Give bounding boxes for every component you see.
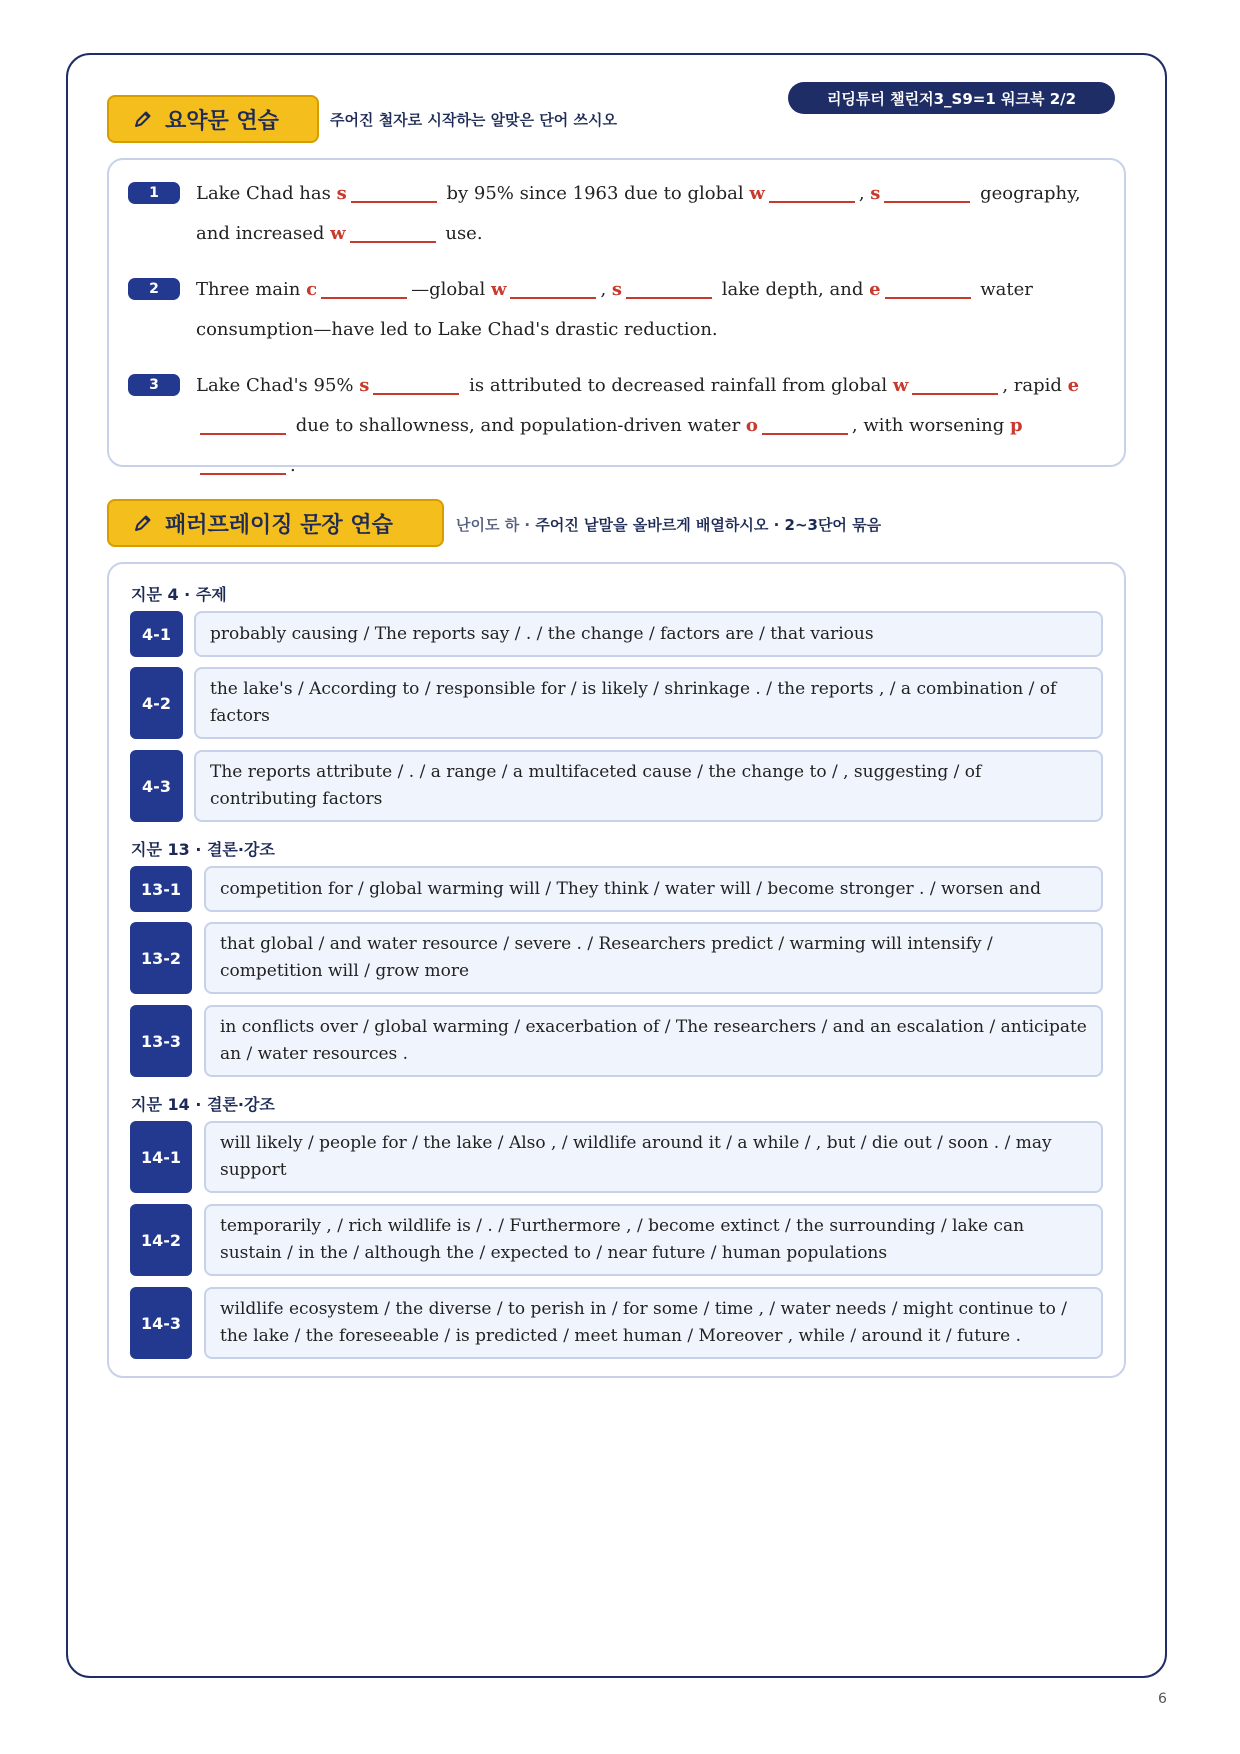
summary-title-text: 요약문 연습 [165,108,279,134]
hint-letter: c [306,279,318,300]
hint-letter: s [359,375,370,396]
summary-sentence: Three main c —global w , s lake depth, and e water consumption—have led to Lake Chad's drastic reduction. [196,270,1086,350]
hint-letter: e [869,279,881,300]
word-chunks: temporarily , / rich wildlife is / . / Furthermore , / become extinct / the surrounding / lake can sustain / in the / although the / expected to / near future / human populations [204,1204,1103,1276]
table-row [130,1005,1103,1077]
row-tag: 13-2 [130,922,192,994]
row-tag: 14-2 [130,1204,192,1276]
item-number: 3 [128,374,180,396]
table-row [130,1204,1103,1276]
word-chunks: probably causing / The reports say / . / the change / factors are / that various [194,611,1103,657]
workbook-badge: 리딩튜터 챌린저3_S9=1 워크북 2/2 [788,82,1115,114]
hint-letter: s [611,279,623,300]
table-row [130,1287,1103,1359]
hint-letter: e [1067,375,1080,396]
table-row [130,866,1103,912]
table-row [130,667,1103,739]
row-tag: 14-3 [130,1287,192,1359]
hint-letter: o [745,415,758,436]
summary-section-title [107,95,319,143]
difficulty-label: 난이도 하 · [456,516,531,534]
passage-label: 지문 4 · 주제 [131,585,227,604]
table-row [130,750,1103,822]
row-tag: 4-2 [130,667,183,739]
answer-blank[interactable] [884,179,970,203]
answer-blank[interactable] [200,451,286,475]
word-chunks: wildlife ecosystem / the diverse / to perish in / for some / time , / water needs / might continue to / the lake / the foreseeable / is predicted / meet human / Moreover , while / around it / future . [204,1287,1103,1359]
answer-blank[interactable] [373,371,459,395]
paraphrase-title-text: 패러프레이징 문장 연습 [165,512,393,538]
table-row [130,922,1103,994]
word-chunks: that global / and water resource / severe . / Researchers predict / warming will intensify / competition will / grow more [204,922,1103,994]
summary-sentence: Lake Chad has s by 95% since 1963 due to global w , s geography, and increased w use. [196,174,1086,254]
passage-label: 지문 13 · 결론·강조 [131,840,275,859]
hint-letter: w [749,183,765,204]
hint-letter: w [330,223,346,244]
table-row [130,1121,1103,1193]
answer-blank[interactable] [200,411,286,435]
item-number: 1 [128,182,180,204]
answer-blank[interactable] [351,179,437,203]
answer-blank[interactable] [321,275,407,299]
row-tag: 13-1 [130,866,192,912]
pencil-icon [133,513,153,533]
word-chunks: will likely / people for / the lake / Also , / wildlife around it / a while / , but / die out / soon . / may support [204,1121,1103,1193]
table-row [130,611,1103,657]
item-number: 2 [128,278,180,300]
row-tag: 4-1 [130,611,183,657]
answer-blank[interactable] [912,371,998,395]
instruction-text: 주어진 낱말을 올바르게 배열하시오 · 2~3단어 묶음 [535,516,882,534]
answer-blank[interactable] [885,275,971,299]
word-chunks: in conflicts over / global warming / exacerbation of / The researchers / and an escalation / anticipate an / water resources . [204,1005,1103,1077]
word-chunks: competition for / global warming will / They think / water will / become stronger . / worsen and [204,866,1103,912]
pencil-icon [133,109,153,129]
passage-label: 지문 14 · 결론·강조 [131,1095,275,1114]
hint-letter: s [336,183,347,204]
page-number: 6 [1158,1691,1167,1707]
answer-blank[interactable] [626,275,712,299]
row-tag: 13-3 [130,1005,192,1077]
word-chunks: the lake's / According to / responsible for / is likely / shrinkage . / the reports , / a combination / of factors [194,667,1103,739]
hint-letter: s [870,183,881,204]
row-tag: 4-3 [130,750,183,822]
row-tag: 14-1 [130,1121,192,1193]
answer-blank[interactable] [762,411,848,435]
hint-letter: w [892,375,909,396]
paraphrase-section-title [107,499,444,547]
hint-letter: p [1010,415,1023,436]
hint-letter: w [490,279,507,300]
paraphrase-instruction [456,514,881,535]
answer-blank[interactable] [510,275,596,299]
summary-sentence: Lake Chad's 95% s is attributed to decreased rainfall from global w , rapid e due to shallowness, and population-driven water o , with worsening p. [196,366,1086,486]
summary-instruction: 주어진 철자로 시작하는 알맞은 단어 쓰시오 [330,111,617,129]
word-chunks: The reports attribute / . / a range / a multifaceted cause / the change to / , suggesting / of contributing factors [194,750,1103,822]
answer-blank[interactable] [350,219,436,243]
answer-blank[interactable] [769,179,855,203]
